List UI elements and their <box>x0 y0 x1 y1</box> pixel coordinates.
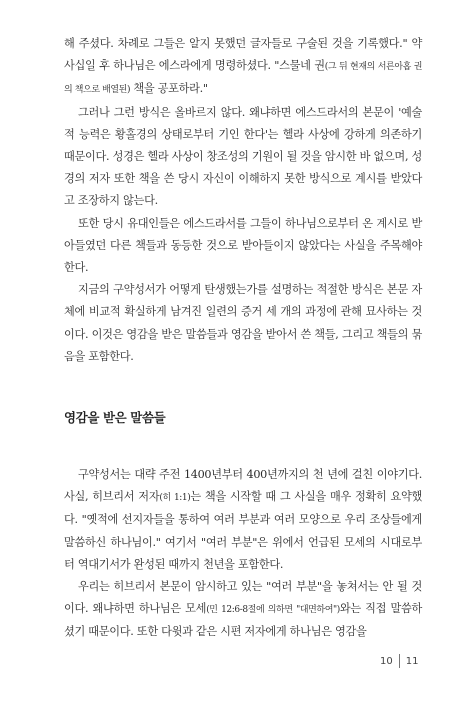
body-paragraph: 그러나 그런 방식은 올바르지 않다. 왜냐하면 에스드라서의 본문이 '예술적 능력은 황홀경의 상태로부터 기인 한다'는 헬라 사상에 강하게 의존하기 때문이다. 성경은 헬라 사상이 창조성의 기원이 될 것을 암시한 바 없으며, 성경의 저자 또한 책을 쓴 당시 자신이 이해하지 못한 방식으로 계시를 받았다고 조장하지 않는다. <box>64 105 422 208</box>
body-paragraph <box>64 33 422 102</box>
body-paragraph <box>64 464 422 576</box>
scripture-reference: (민 12:6-8절에 의하면 "대면하여") <box>206 605 340 616</box>
inline-annotation: (그 뒤 현재의 서른아홉 권의 책으로 배열된) <box>64 62 422 96</box>
section-spacer <box>64 428 422 464</box>
paragraph-text: 구약성서는 대략 주전 1400년부터 400년까지의 천 년에 걸친 이야기다. 사실, 히브리서 저자 <box>64 468 422 504</box>
paragraph-text: 우리는 히브리서 본문이 암시하고 있는 "여러 부분"을 놓쳐서는 안 될 것이다. 왜냐하면 하나님은 모세 <box>64 580 422 616</box>
page-numbers <box>380 654 418 668</box>
paragraph-text: 책을 공포하라." <box>130 82 208 96</box>
paragraph-text: 해 주셨다. 차례로 그들은 알지 못했던 글자들로 구술된 것을 기록했다." 약 사십일 후 하나님은 에스라에게 명령하셨다. "스물네 권 <box>64 37 422 73</box>
scripture-reference: (히 1:1) <box>159 493 191 504</box>
section-heading: 영감을 받은 말씀들 <box>64 410 166 426</box>
body-paragraph <box>64 576 422 644</box>
page-number-left: 10 <box>380 655 393 667</box>
body-paragraph: 또한 당시 유대인들은 에스드라서를 그들이 하나님으로부터 온 계시로 받아들였던 다른 책들과 동등한 것으로 받아들이지 않았다는 사실을 주목해야 한다. <box>64 216 422 275</box>
body-paragraph: 지금의 구약성서가 어떻게 탄생했는가를 설명하는 적절한 방식은 본문 자체에 비교적 확실하게 남겨진 일련의 증거 세 개의 과정에 관해 묘사하는 것이다. 이것은 영감을 받은 말씀들과 영감을 받아서 쓴 책들, 그리고 책들의 묶음을 포함한다. <box>64 283 422 363</box>
section-spacer <box>64 368 422 408</box>
paragraph-text: 는 책을 시작할 때 그 사실을 매우 정확히 요약했다. "옛적에 선지자들을 통하여 여러 부분과 여러 모양으로 우리 조상들에게 말씀하신 하나님이." 여기서 "여러 부분"은 위에서 언급된 모세의 시대로부터 역대기서가 완성된 때까지 천년을 포함한다. <box>64 490 423 571</box>
page-number-divider <box>399 654 400 668</box>
page-number-right: 11 <box>405 655 419 667</box>
paragraph-text: 와는 직접 말씀하셨기 때문이다. 또한 다윗과 같은 시편 저자에게 하나님은 영감을 <box>64 602 422 639</box>
